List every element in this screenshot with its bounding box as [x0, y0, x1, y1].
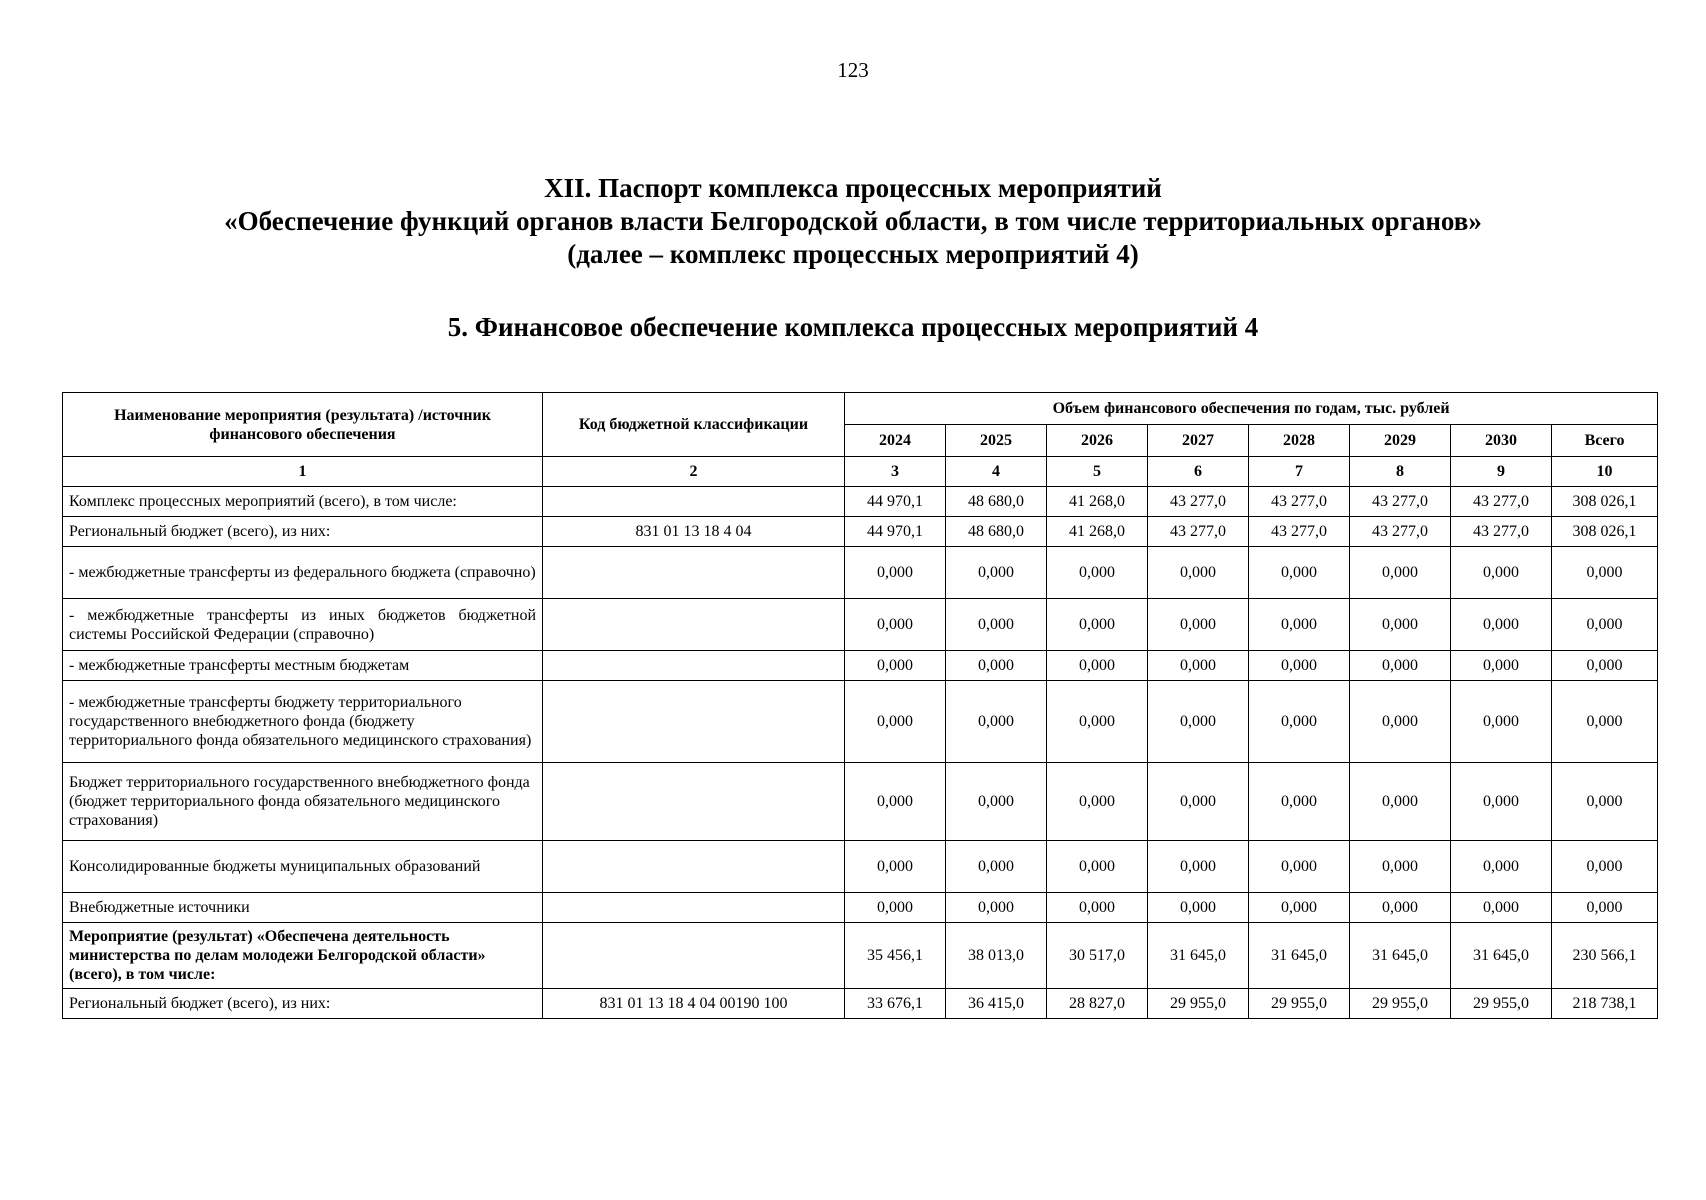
row-value-cell: 0,000 — [845, 681, 946, 763]
table-row — [63, 763, 1658, 841]
row-value-cell: 0,000 — [1350, 651, 1451, 681]
row-value-cell: 43 277,0 — [1249, 487, 1350, 517]
row-value-cell: 29 955,0 — [1148, 989, 1249, 1019]
table-row — [63, 651, 1658, 681]
section-title: 5. Финансовое обеспечение комплекса процессных мероприятий 4 — [447, 312, 1259, 342]
header-column-index: 10 — [1552, 457, 1658, 487]
row-name-cell: - межбюджетные трансферты из иных бюджетов бюджетной системы Российской Федерации (справочно) — [63, 599, 543, 651]
row-value-cell: 0,000 — [1148, 547, 1249, 599]
table-row — [63, 893, 1658, 923]
row-value-cell: 48 680,0 — [946, 517, 1047, 547]
row-value-cell: 43 277,0 — [1350, 517, 1451, 547]
row-value-cell: 0,000 — [946, 651, 1047, 681]
row-value-cell: 218 738,1 — [1552, 989, 1658, 1019]
row-value-cell: 0,000 — [1552, 651, 1658, 681]
row-value-cell: 0,000 — [1047, 681, 1148, 763]
row-value-cell: 0,000 — [845, 841, 946, 893]
row-value-cell: 0,000 — [1451, 651, 1552, 681]
row-value-cell: 0,000 — [1047, 841, 1148, 893]
row-value-cell: 308 026,1 — [1552, 487, 1658, 517]
header-year: 2030 — [1451, 425, 1552, 457]
row-code-cell — [543, 599, 845, 651]
title-line: «Обеспечение функций органов власти Белгородской области, в том числе территориальных органов» — [224, 206, 1482, 236]
row-value-cell: 0,000 — [1047, 763, 1148, 841]
row-value-cell: 44 970,1 — [845, 517, 946, 547]
row-name-cell: - межбюджетные трансферты из федерального бюджета (справочно) — [63, 547, 543, 599]
header-year: 2029 — [1350, 425, 1451, 457]
table-row — [63, 547, 1658, 599]
row-name-cell: Комплекс процессных мероприятий (всего), в том числе: — [63, 487, 543, 517]
row-value-cell: 0,000 — [1249, 841, 1350, 893]
row-value-cell: 43 277,0 — [1249, 517, 1350, 547]
row-value-cell: 0,000 — [1148, 681, 1249, 763]
row-code-cell — [543, 487, 845, 517]
header-volume: Объем финансового обеспечения по годам, тыс. рублей — [845, 393, 1658, 425]
header-column-index: 3 — [845, 457, 946, 487]
row-name-cell: - межбюджетные трансферты местным бюджетам — [63, 651, 543, 681]
row-value-cell: 43 277,0 — [1451, 487, 1552, 517]
document-title — [0, 172, 1706, 271]
row-value-cell: 0,000 — [1350, 599, 1451, 651]
header-column-index: 2 — [543, 457, 845, 487]
row-value-cell: 0,000 — [1350, 893, 1451, 923]
row-value-cell: 0,000 — [845, 763, 946, 841]
row-value-cell: 0,000 — [946, 681, 1047, 763]
row-value-cell: 29 955,0 — [1350, 989, 1451, 1019]
title-line: XII. Паспорт комплекса процессных мероприятий — [544, 173, 1162, 203]
table-row — [63, 681, 1658, 763]
row-value-cell: 0,000 — [845, 599, 946, 651]
row-name-cell: Бюджет территориального государственного внебюджетного фонда (бюджет территориального фонда обязательного медицинского страхования) — [63, 763, 543, 841]
row-name-cell: Региональный бюджет (всего), из них: — [63, 989, 543, 1019]
row-value-cell: 0,000 — [1451, 599, 1552, 651]
row-value-cell: 0,000 — [1148, 651, 1249, 681]
header-column-index: 7 — [1249, 457, 1350, 487]
row-value-cell: 308 026,1 — [1552, 517, 1658, 547]
row-value-cell: 0,000 — [1552, 841, 1658, 893]
header-column-index: 6 — [1148, 457, 1249, 487]
row-code-cell — [543, 893, 845, 923]
table-row — [63, 599, 1658, 651]
row-value-cell: 0,000 — [1249, 893, 1350, 923]
header-code: Код бюджетной классификации — [543, 393, 845, 457]
header-column-index: 1 — [63, 457, 543, 487]
header-column-index: 5 — [1047, 457, 1148, 487]
row-value-cell: 29 955,0 — [1451, 989, 1552, 1019]
header-name: Наименование мероприятия (результата) /источник финансового обеспечения — [63, 393, 543, 457]
title-line: (далее – комплекс процессных мероприятий 4) — [567, 239, 1139, 269]
page-number: 123 — [837, 58, 869, 82]
row-value-cell: 0,000 — [1148, 841, 1249, 893]
row-value-cell: 0,000 — [1350, 841, 1451, 893]
row-value-cell: 0,000 — [1047, 599, 1148, 651]
row-value-cell: 0,000 — [1451, 893, 1552, 923]
row-value-cell: 0,000 — [1451, 681, 1552, 763]
row-code-cell — [543, 651, 845, 681]
row-value-cell: 0,000 — [1552, 681, 1658, 763]
header-year: 2025 — [946, 425, 1047, 457]
row-value-cell: 28 827,0 — [1047, 989, 1148, 1019]
row-value-cell: 43 277,0 — [1350, 487, 1451, 517]
row-code-cell: 831 01 13 18 4 04 — [543, 517, 845, 547]
row-value-cell: 0,000 — [845, 893, 946, 923]
row-code-cell — [543, 923, 845, 989]
row-value-cell: 0,000 — [1148, 599, 1249, 651]
table-row — [63, 841, 1658, 893]
row-value-cell: 48 680,0 — [946, 487, 1047, 517]
row-value-cell: 0,000 — [1249, 763, 1350, 841]
row-name-cell: - межбюджетные трансферты бюджету территориального государственного внебюджетного фонда (бюджету территориального фонда обязательного медицинского страхования) — [63, 681, 543, 763]
row-value-cell: 31 645,0 — [1350, 923, 1451, 989]
header-column-index: 4 — [946, 457, 1047, 487]
row-value-cell: 33 676,1 — [845, 989, 946, 1019]
row-name-cell: Региональный бюджет (всего), из них: — [63, 517, 543, 547]
row-value-cell: 0,000 — [1552, 893, 1658, 923]
row-value-cell: 31 645,0 — [1451, 923, 1552, 989]
row-code-cell — [543, 547, 845, 599]
row-value-cell: 43 277,0 — [1451, 517, 1552, 547]
row-value-cell: 0,000 — [1552, 763, 1658, 841]
row-value-cell: 31 645,0 — [1148, 923, 1249, 989]
row-value-cell: 38 013,0 — [946, 923, 1047, 989]
row-code-cell — [543, 681, 845, 763]
table-row — [63, 923, 1658, 989]
row-name-cell: Мероприятие (результат) «Обеспечена деятельность министерства по делам молодежи Белгородской области» (всего), в том числе: — [63, 923, 543, 989]
row-value-cell: 0,000 — [1350, 681, 1451, 763]
row-value-cell: 0,000 — [1552, 599, 1658, 651]
row-value-cell: 43 277,0 — [1148, 487, 1249, 517]
header-column-index: 9 — [1451, 457, 1552, 487]
row-code-cell — [543, 841, 845, 893]
row-value-cell: 43 277,0 — [1148, 517, 1249, 547]
row-value-cell: 0,000 — [1249, 599, 1350, 651]
row-name-cell: Консолидированные бюджеты муниципальных образований — [63, 841, 543, 893]
table-row — [63, 487, 1658, 517]
row-value-cell: 36 415,0 — [946, 989, 1047, 1019]
row-value-cell: 0,000 — [1148, 763, 1249, 841]
row-value-cell: 0,000 — [1249, 651, 1350, 681]
row-value-cell: 0,000 — [1552, 547, 1658, 599]
row-value-cell: 0,000 — [1451, 547, 1552, 599]
row-value-cell: 0,000 — [845, 547, 946, 599]
row-value-cell: 0,000 — [1047, 651, 1148, 681]
row-value-cell: 41 268,0 — [1047, 517, 1148, 547]
header-year: 2026 — [1047, 425, 1148, 457]
header-year: 2027 — [1148, 425, 1249, 457]
row-value-cell: 0,000 — [1350, 763, 1451, 841]
row-value-cell: 0,000 — [1451, 841, 1552, 893]
row-name-cell: Внебюджетные источники — [63, 893, 543, 923]
row-value-cell: 0,000 — [1249, 547, 1350, 599]
row-value-cell: 31 645,0 — [1249, 923, 1350, 989]
row-value-cell: 41 268,0 — [1047, 487, 1148, 517]
row-value-cell: 0,000 — [845, 651, 946, 681]
row-value-cell: 0,000 — [1047, 547, 1148, 599]
row-value-cell: 0,000 — [946, 547, 1047, 599]
financing-table — [62, 392, 1658, 1019]
row-value-cell: 0,000 — [946, 841, 1047, 893]
header-column-index: 8 — [1350, 457, 1451, 487]
table-row — [63, 989, 1658, 1019]
row-value-cell: 30 517,0 — [1047, 923, 1148, 989]
table-row — [63, 517, 1658, 547]
row-value-cell: 0,000 — [946, 763, 1047, 841]
row-value-cell: 0,000 — [1148, 893, 1249, 923]
row-value-cell: 0,000 — [1047, 893, 1148, 923]
row-value-cell: 0,000 — [946, 599, 1047, 651]
row-value-cell: 35 456,1 — [845, 923, 946, 989]
row-value-cell: 0,000 — [1350, 547, 1451, 599]
row-code-cell: 831 01 13 18 4 04 00190 100 — [543, 989, 845, 1019]
row-value-cell: 230 566,1 — [1552, 923, 1658, 989]
row-value-cell: 29 955,0 — [1249, 989, 1350, 1019]
row-value-cell: 44 970,1 — [845, 487, 946, 517]
row-code-cell — [543, 763, 845, 841]
header-year: 2028 — [1249, 425, 1350, 457]
header-year: Всего — [1552, 425, 1658, 457]
row-value-cell: 0,000 — [1249, 681, 1350, 763]
row-value-cell: 0,000 — [1451, 763, 1552, 841]
row-value-cell: 0,000 — [946, 893, 1047, 923]
header-year: 2024 — [845, 425, 946, 457]
